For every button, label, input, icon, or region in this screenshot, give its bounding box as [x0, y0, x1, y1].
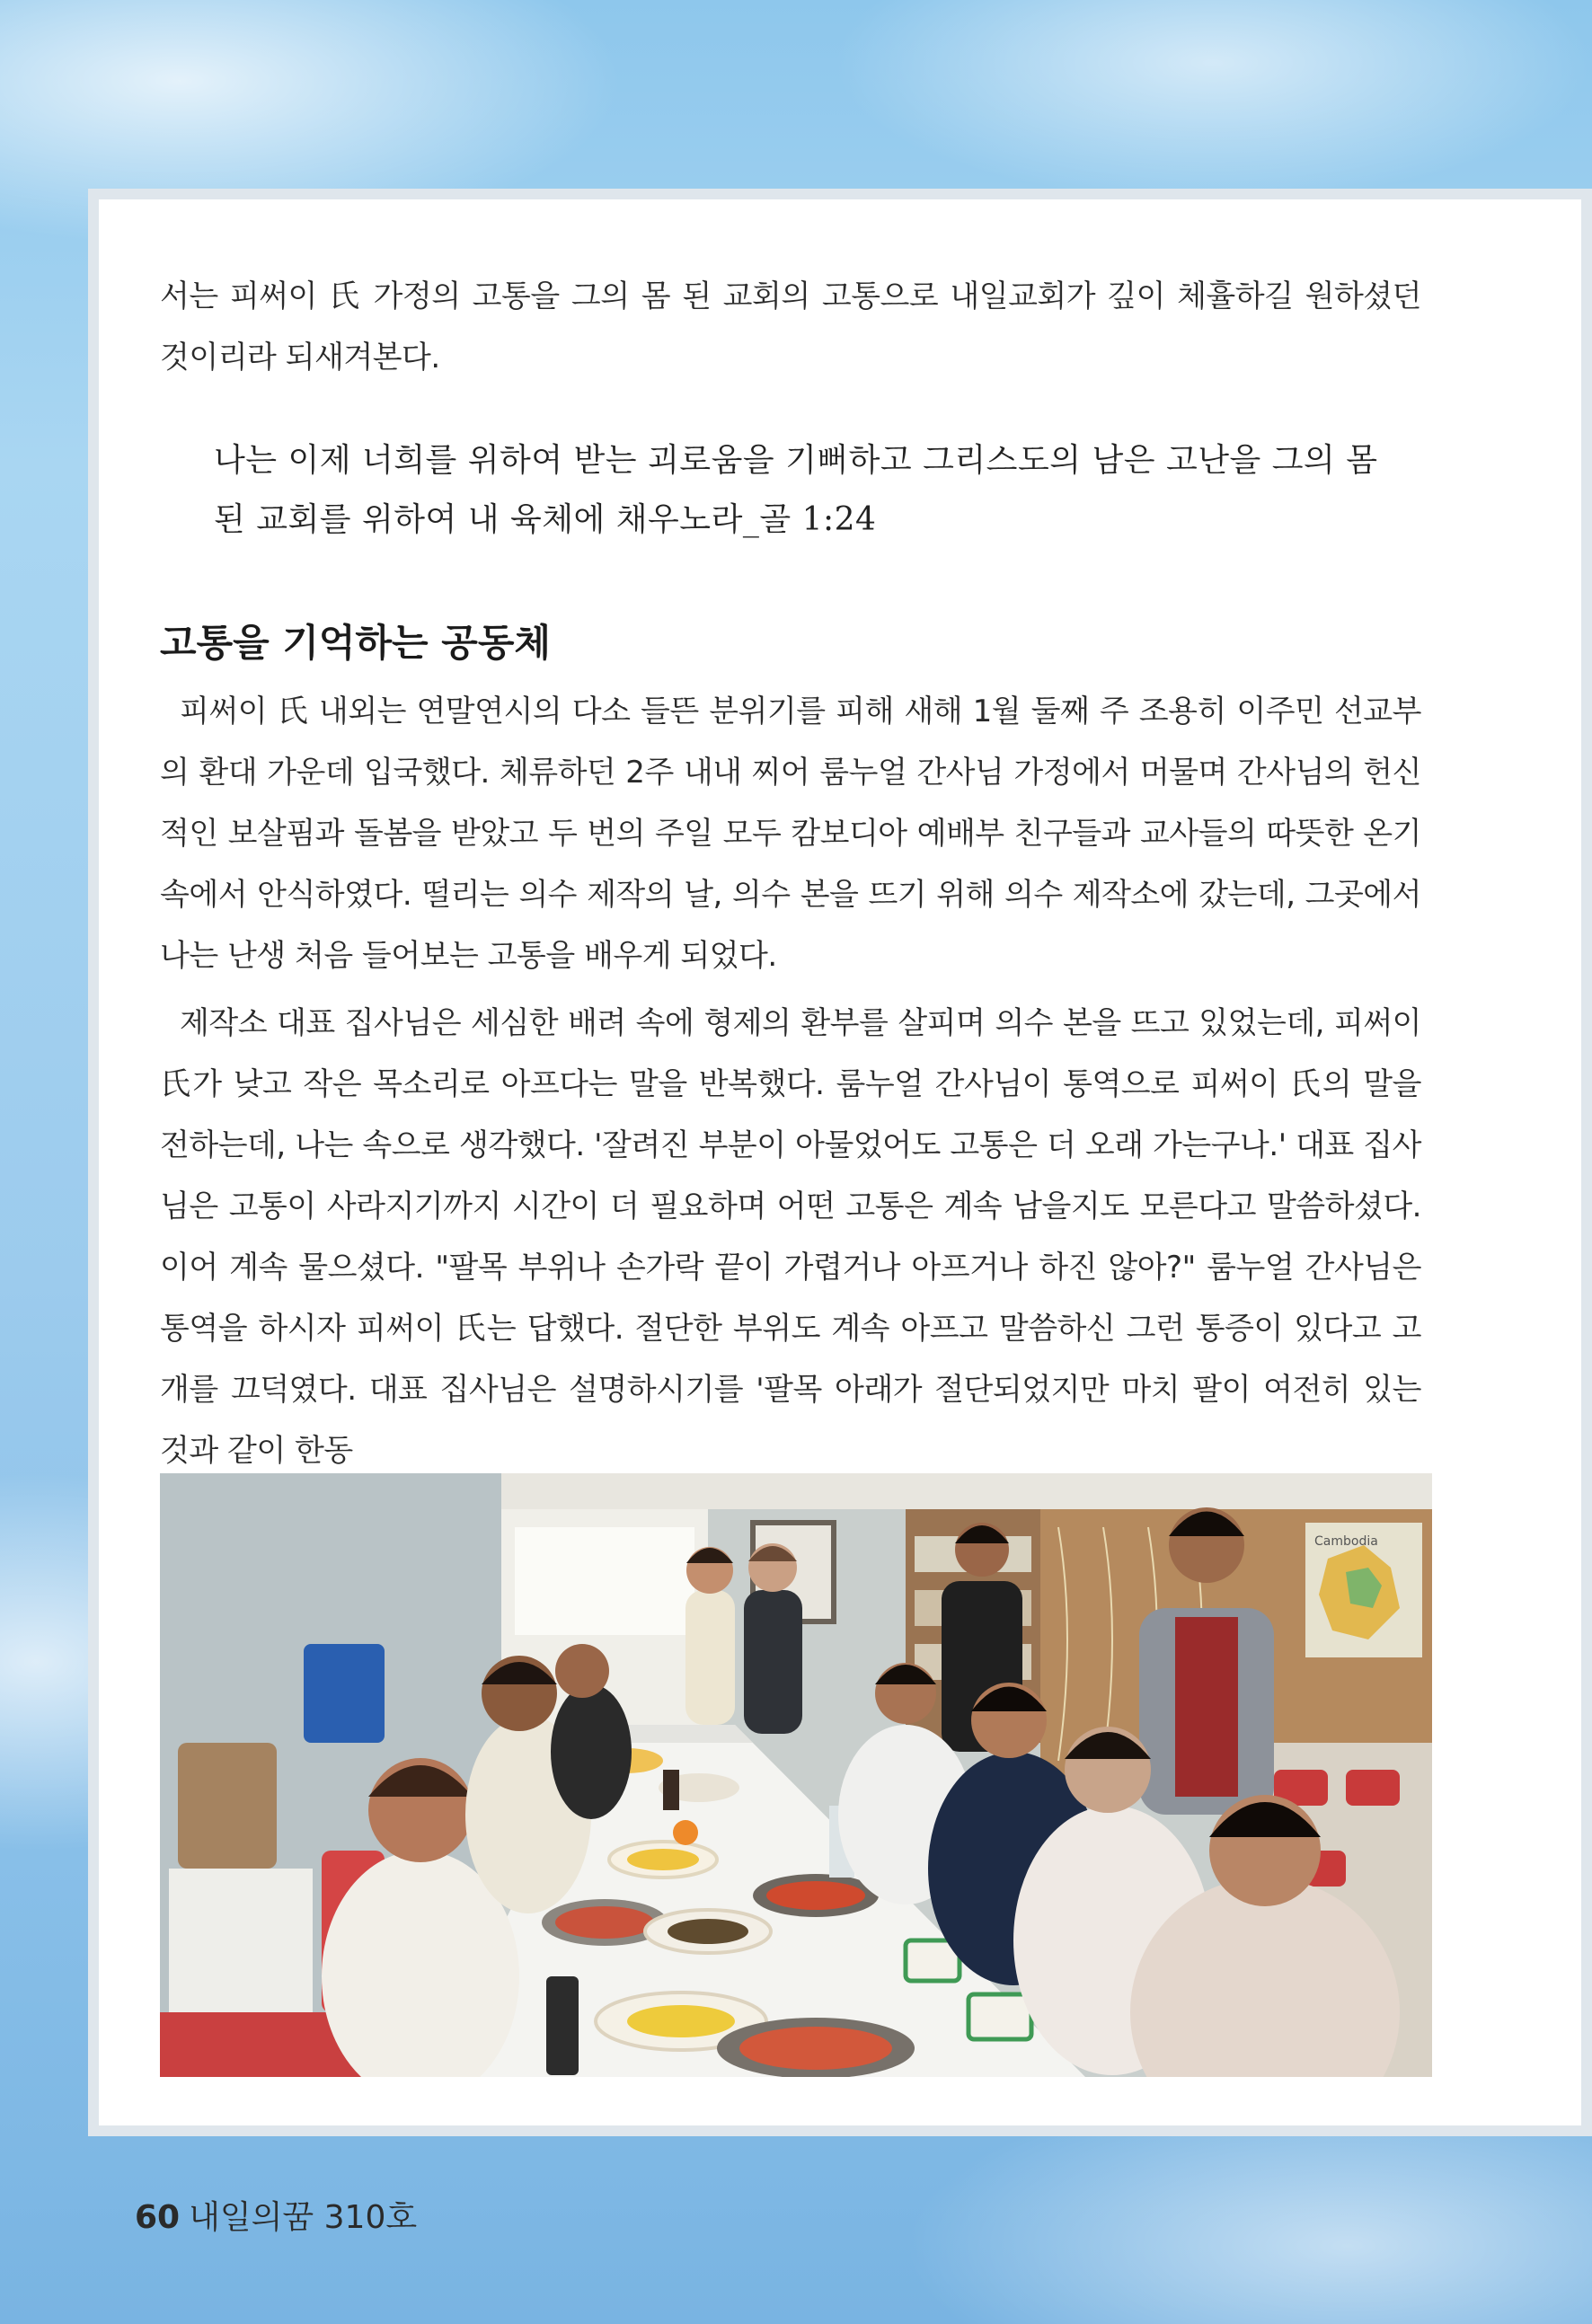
scripture-quote: 나는 이제 너희를 위하여 받는 괴로움을 기뻐하고 그리스도의 남은 고난을 그의 몸된 교회를 위하여 내 육체에 채우노라_골 1:24 — [214, 442, 1378, 538]
group-dinner-photo — [160, 1473, 1432, 2077]
page-number: 60 — [135, 2199, 181, 2236]
photo-illustration — [160, 1473, 1432, 2077]
map-label: Cambodia — [1314, 1534, 1378, 1549]
paragraph-intro: 서는 피써이 氏 가정의 고통을 그의 몸 된 교회의 고통으로 내일교회가 깊이 체휼하길 원하셨던 것이리라 되새겨본다. — [160, 278, 1421, 376]
publication-name: 내일의꿈 310호 — [189, 2199, 418, 2236]
paragraph-arrival: 피써이 氏 내외는 연말연시의 다소 들뜬 분위기를 피해 새해 1월 둘째 주 조용히 이주민 선교부의 환대 가운데 입국했다. 체류하던 2주 내내 찌어 룸누얼 간사님 가정에서 머물며 간사님의 헌신적인 보살핌과 돌봄을 받았고 두 번의 주일 모두 캄보디아 예배부 친구들과 교사들의 따뜻한 온기 속에서 안식하였다. 떨리는 의수 제작의 날, 의수 본을 뜨기 위해 의수 제작소에 갔는데, 그곳에서 나는 난생 처음 들어보는 고통을 배우게 되었다. — [160, 694, 1421, 974]
paragraph-workshop: 제작소 대표 집사님은 세심한 배려 속에 형제의 환부를 살피며 의수 본을 뜨고 있었는데, 피써이 氏가 낮고 작은 목소리로 아프다는 말을 반복했다. 룸누얼 간사님이 통역으로 피써이 氏의 말을 전하는데, 나는 속으로 생각했다. '잘려진 부분이 아물었어도 고통은 더 오래 가는구나.' 대표 집사님은 고통이 사라지기까지 시간이 더 필요하며 어떤 고통은 계속 남을지도 모른다고 말씀하셨다. 이어 계속 물으셨다. "팔목 부위나 손가락 끝이 가렵거나 아프거나 하진 않아?" 룸누얼 간사님은 통역을 하시자 피써이 氏는 답했다. 절단한 부위도 계속 아프고 말씀하신 그런 통증이 있다고 고개를 끄덕였다. 대표 집사님은 설명하시기를 '팔목 아래가 절단되었지만 마치 팔이 여전히 있는 것과 같이 한동 — [160, 1005, 1421, 1469]
section-heading: 고통을 기억하는 공동체 — [160, 621, 551, 665]
page-footer — [135, 2192, 417, 2238]
